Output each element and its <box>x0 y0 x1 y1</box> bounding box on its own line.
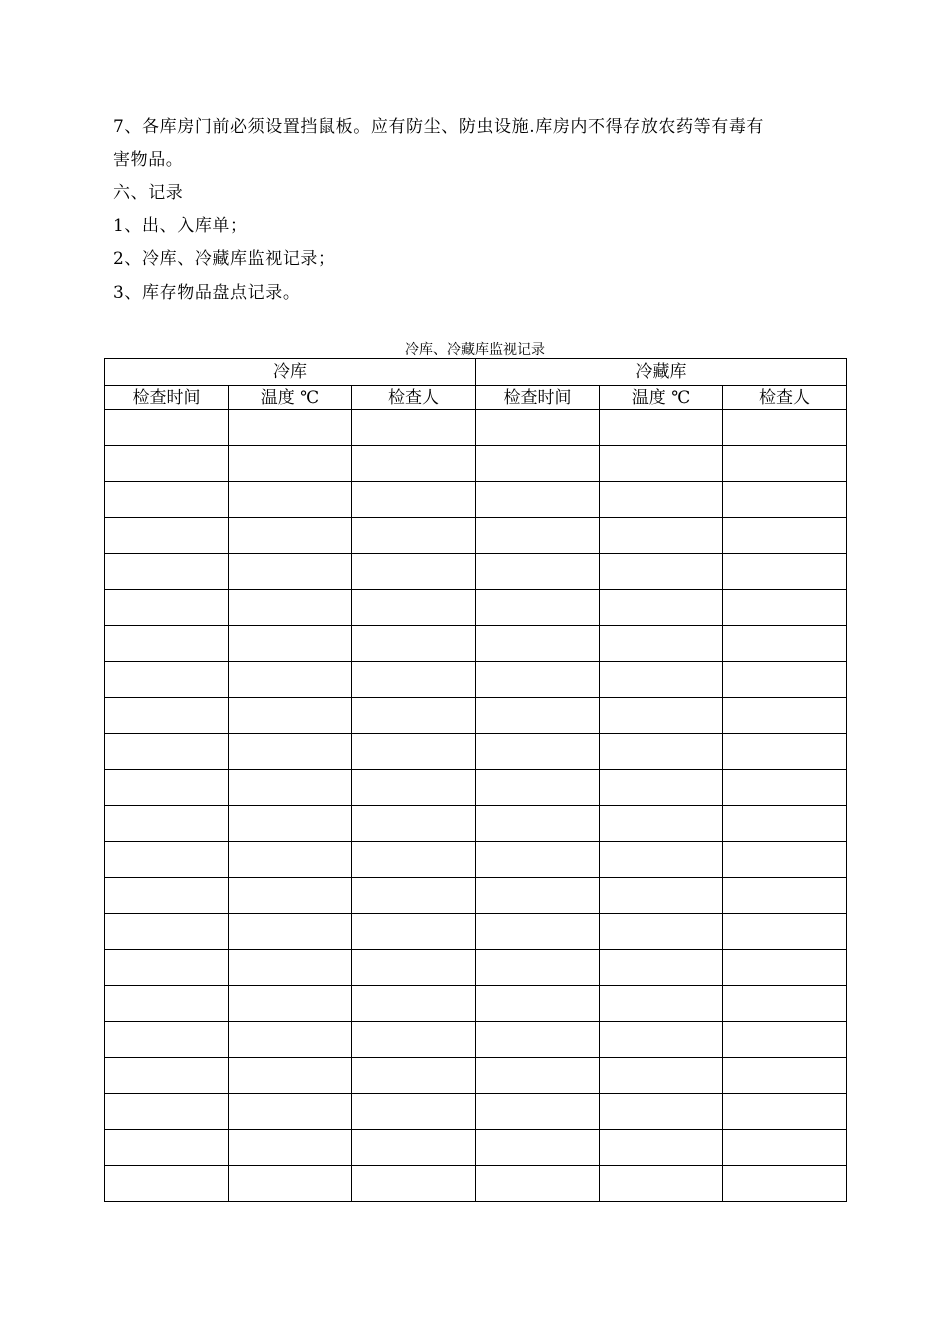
table-cell-empty[interactable] <box>229 590 352 626</box>
table-cell-empty[interactable] <box>600 446 723 482</box>
table-cell-empty[interactable] <box>600 986 723 1022</box>
table-cell-empty[interactable] <box>352 914 476 950</box>
table-cell-empty[interactable] <box>723 950 847 986</box>
table-cell-empty[interactable] <box>723 1166 847 1202</box>
table-cell-empty[interactable] <box>476 986 600 1022</box>
table-cell-empty[interactable] <box>352 518 476 554</box>
table-cell-empty[interactable] <box>352 554 476 590</box>
table-cell-empty[interactable] <box>723 1130 847 1166</box>
table-cell-empty[interactable] <box>105 770 229 806</box>
table-cell-empty[interactable] <box>600 626 723 662</box>
table-row <box>105 662 847 698</box>
table-cell-empty[interactable] <box>229 410 352 446</box>
table-cell-empty[interactable] <box>723 734 847 770</box>
table-cell-empty[interactable] <box>723 878 847 914</box>
table-cell-empty[interactable] <box>352 698 476 734</box>
table-cell-empty[interactable] <box>352 1058 476 1094</box>
table-cell-empty[interactable] <box>600 518 723 554</box>
table-cell-empty[interactable] <box>600 410 723 446</box>
table-cell-empty[interactable] <box>352 986 476 1022</box>
table-cell-empty[interactable] <box>229 734 352 770</box>
table-cell-empty[interactable] <box>229 1022 352 1058</box>
table-cell-empty[interactable] <box>229 1058 352 1094</box>
table-cell-empty[interactable] <box>352 590 476 626</box>
table-cell-empty[interactable] <box>600 482 723 518</box>
table-cell-empty[interactable] <box>105 986 229 1022</box>
table-cell-empty[interactable] <box>229 518 352 554</box>
table-cell-empty[interactable] <box>600 698 723 734</box>
table-cell-empty[interactable] <box>105 626 229 662</box>
column-header-check-time: 检查时间 <box>105 386 229 410</box>
table-cell-empty[interactable] <box>723 446 847 482</box>
table-row <box>105 1166 847 1202</box>
table-cell-empty[interactable] <box>476 734 600 770</box>
table-row <box>105 590 847 626</box>
table-cell-empty[interactable] <box>723 518 847 554</box>
table-cell-empty[interactable] <box>600 1058 723 1094</box>
table-row <box>105 1022 847 1058</box>
table-cell-empty[interactable] <box>723 554 847 590</box>
table-row <box>105 878 847 914</box>
table-cell-empty[interactable] <box>723 1058 847 1094</box>
table-cell-empty[interactable] <box>476 878 600 914</box>
table-cell-empty[interactable] <box>229 1166 352 1202</box>
table-cell-empty[interactable] <box>105 914 229 950</box>
paragraph-rule-7-continued: 害物品。 <box>113 150 184 170</box>
group-header-row <box>105 359 847 386</box>
table-cell-empty[interactable] <box>723 482 847 518</box>
table-cell-empty[interactable] <box>476 1022 600 1058</box>
table-cell-empty[interactable] <box>105 950 229 986</box>
table-cell-empty[interactable] <box>229 626 352 662</box>
table-cell-empty[interactable] <box>229 482 352 518</box>
table-cell-empty[interactable] <box>105 734 229 770</box>
table-cell-empty[interactable] <box>600 950 723 986</box>
table-row <box>105 914 847 950</box>
table-cell-empty[interactable] <box>476 1094 600 1130</box>
table-cell-empty[interactable] <box>105 1022 229 1058</box>
table-cell-empty[interactable] <box>723 1022 847 1058</box>
table-cell-empty[interactable] <box>600 1166 723 1202</box>
table-cell-empty[interactable] <box>600 734 723 770</box>
table-cell-empty[interactable] <box>105 446 229 482</box>
list-item: 1、出、入库单； <box>113 216 248 236</box>
table-cell-empty[interactable] <box>723 698 847 734</box>
table-cell-empty[interactable] <box>476 1130 600 1166</box>
table-cell-empty[interactable] <box>723 1094 847 1130</box>
table-cell-empty[interactable] <box>600 554 723 590</box>
table-cell-empty[interactable] <box>476 698 600 734</box>
table-cell-empty[interactable] <box>229 842 352 878</box>
table-cell-empty[interactable] <box>229 914 352 950</box>
table-cell-empty[interactable] <box>476 446 600 482</box>
column-header-temperature: 温度 ℃ <box>229 386 352 410</box>
table-cell-empty[interactable] <box>229 806 352 842</box>
table-cell-empty[interactable] <box>105 1094 229 1130</box>
table-row <box>105 806 847 842</box>
column-header-inspector: 检查人 <box>723 386 847 410</box>
table-cell-empty[interactable] <box>600 1022 723 1058</box>
monitoring-record-table <box>104 358 847 1202</box>
table-row <box>105 950 847 986</box>
table-cell-empty[interactable] <box>723 842 847 878</box>
table-cell-empty[interactable] <box>105 842 229 878</box>
group-header-refrigerated-storage: 冷藏库 <box>476 359 847 386</box>
table-cell-empty[interactable] <box>229 554 352 590</box>
table-cell-empty[interactable] <box>723 806 847 842</box>
table-row <box>105 986 847 1022</box>
table-title: 冷库、冷藏库监视记录 <box>405 342 545 358</box>
table-row <box>105 518 847 554</box>
table-cell-empty[interactable] <box>352 626 476 662</box>
table-row <box>105 1058 847 1094</box>
table-cell-empty[interactable] <box>105 410 229 446</box>
table-row <box>105 446 847 482</box>
table-cell-empty[interactable] <box>105 518 229 554</box>
paragraph-rule-7: 7、各库房门前必须设置挡鼠板。应有防尘、防虫设施.库房内不得存放农药等有毒有 <box>113 117 765 137</box>
table-cell-empty[interactable] <box>476 590 600 626</box>
table-cell-empty[interactable] <box>352 482 476 518</box>
table-cell-empty[interactable] <box>105 1130 229 1166</box>
table-cell-empty[interactable] <box>476 554 600 590</box>
table-cell-empty[interactable] <box>105 554 229 590</box>
table-cell-empty[interactable] <box>476 410 600 446</box>
table-cell-empty[interactable] <box>229 950 352 986</box>
table-cell-empty[interactable] <box>476 914 600 950</box>
table-cell-empty[interactable] <box>229 446 352 482</box>
table-row <box>105 698 847 734</box>
table-cell-empty[interactable] <box>600 1130 723 1166</box>
table-cell-empty[interactable] <box>229 662 352 698</box>
table-cell-empty[interactable] <box>352 1022 476 1058</box>
table-cell-empty[interactable] <box>723 590 847 626</box>
table-row <box>105 770 847 806</box>
table-cell-empty[interactable] <box>723 662 847 698</box>
table-cell-empty[interactable] <box>476 518 600 554</box>
table-cell-empty[interactable] <box>352 878 476 914</box>
table-cell-empty[interactable] <box>352 842 476 878</box>
table-cell-empty[interactable] <box>105 806 229 842</box>
table-cell-empty[interactable] <box>476 1058 600 1094</box>
table-cell-empty[interactable] <box>723 986 847 1022</box>
table-cell-empty[interactable] <box>600 590 723 626</box>
table-row <box>105 626 847 662</box>
table-row <box>105 1094 847 1130</box>
table-cell-empty[interactable] <box>600 878 723 914</box>
table-row <box>105 1130 847 1166</box>
table-row <box>105 734 847 770</box>
table-cell-empty[interactable] <box>600 662 723 698</box>
section-heading-records: 六、记录 <box>113 183 184 203</box>
table-cell-empty[interactable] <box>600 806 723 842</box>
table-row <box>105 410 847 446</box>
table-cell-empty[interactable] <box>600 914 723 950</box>
table-cell-empty[interactable] <box>476 482 600 518</box>
table-cell-empty[interactable] <box>105 878 229 914</box>
table-cell-empty[interactable] <box>229 878 352 914</box>
table-cell-empty[interactable] <box>229 770 352 806</box>
table-cell-empty[interactable] <box>723 626 847 662</box>
table-cell-empty[interactable] <box>352 410 476 446</box>
table-cell-empty[interactable] <box>723 770 847 806</box>
table-cell-empty[interactable] <box>723 914 847 950</box>
table-cell-empty[interactable] <box>352 446 476 482</box>
table-cell-empty[interactable] <box>105 698 229 734</box>
table-cell-empty[interactable] <box>476 950 600 986</box>
table-row <box>105 482 847 518</box>
table-cell-empty[interactable] <box>105 1058 229 1094</box>
table-cell-empty[interactable] <box>352 806 476 842</box>
table-cell-empty[interactable] <box>105 482 229 518</box>
column-header-inspector: 检查人 <box>352 386 476 410</box>
group-header-cold-storage: 冷库 <box>105 359 476 386</box>
table-cell-empty[interactable] <box>352 1094 476 1130</box>
table-cell-empty[interactable] <box>476 806 600 842</box>
table-cell-empty[interactable] <box>352 770 476 806</box>
table-cell-empty[interactable] <box>352 1166 476 1202</box>
table-cell-empty[interactable] <box>105 662 229 698</box>
table-cell-empty[interactable] <box>723 410 847 446</box>
table-cell-empty[interactable] <box>105 590 229 626</box>
column-header-temperature: 温度 ℃ <box>600 386 723 410</box>
table-cell-empty[interactable] <box>352 662 476 698</box>
table-cell-empty[interactable] <box>600 770 723 806</box>
table-row <box>105 842 847 878</box>
list-item: 2、冷库、冷藏库监视记录； <box>113 249 336 269</box>
table-cell-empty[interactable] <box>476 626 600 662</box>
table-cell-empty[interactable] <box>600 842 723 878</box>
table-cell-empty[interactable] <box>229 1094 352 1130</box>
column-header-check-time: 检查时间 <box>476 386 600 410</box>
table-cell-empty[interactable] <box>352 1130 476 1166</box>
table-cell-empty[interactable] <box>476 842 600 878</box>
table-row <box>105 554 847 590</box>
table-cell-empty[interactable] <box>229 986 352 1022</box>
table-cell-empty[interactable] <box>476 770 600 806</box>
table-cell-empty[interactable] <box>476 1166 600 1202</box>
list-item: 3、库存物品盘点记录。 <box>113 283 301 303</box>
table-cell-empty[interactable] <box>352 950 476 986</box>
table-cell-empty[interactable] <box>352 734 476 770</box>
column-header-row <box>105 386 847 410</box>
table-cell-empty[interactable] <box>476 662 600 698</box>
table-cell-empty[interactable] <box>105 1166 229 1202</box>
table-cell-empty[interactable] <box>229 1130 352 1166</box>
table-cell-empty[interactable] <box>600 1094 723 1130</box>
table-cell-empty[interactable] <box>229 698 352 734</box>
